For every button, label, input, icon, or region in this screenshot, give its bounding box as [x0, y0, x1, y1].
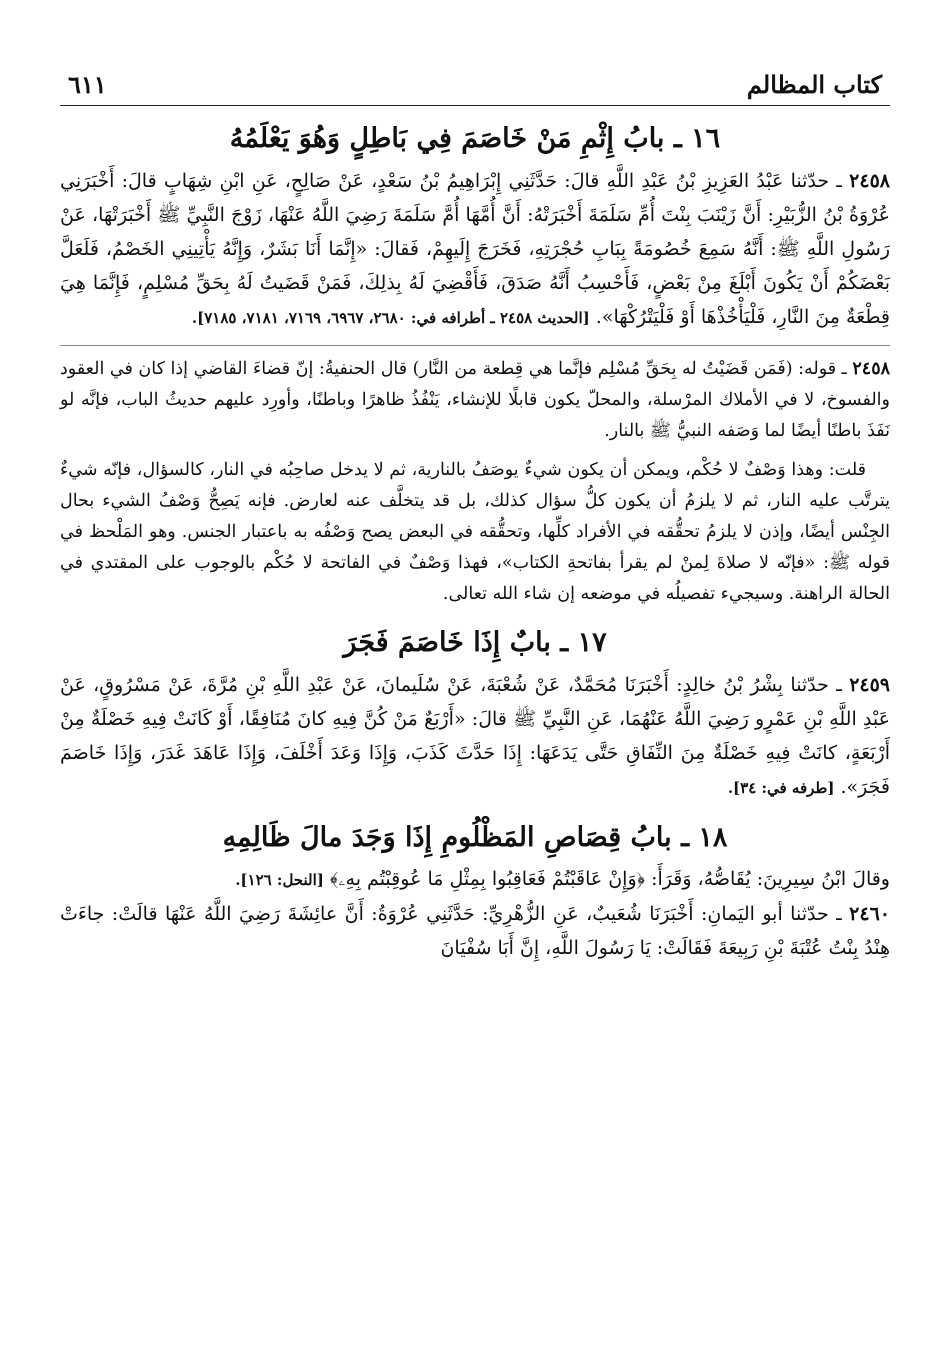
hadith-text: ـ حدّثنا بِشْرُ بْنُ خالِدٍ: أَخْبَرَنَا مُحَمَّدٌ، عَنْ شُعْبَةَ، عَنْ سُلَيمانَ، عَنْ عَبْدِ اللَّهِ بْنِ مُرَّةَ، عَنْ مَسْرُوقٍ، عَنْ عَبْدِ اللَّهِ بْنِ عَمْرٍو رَضِيَ اللَّهُ عَنْهُمَا، عَنِ النَّبِيِّ ﷺ قالَ: «أَرْبَعٌ مَنْ كُنَّ فِيهِ كانَ مُنَافِقًا، أَوْ كَانَتْ فِيهِ خَصْلَةٌ مِنْ أَرْبَعَةٍ، كانَتْ فِيهِ خَصْلَةٌ مِنَ النِّفَاقِ حَتَّى يَدَعَهَا: إِذَا حَدَّثَ كَذَبَ، وَإِذَا وَعَدَ أَخْلَفَ، وَإِذَا عَاهَدَ غَدَرَ، وَإِذَا خَاصَمَ فَجَرَ».	[60, 673, 890, 798]
chapter-heading-18: ١٨ ـ بابُ قِصَاصِ المَظْلُومِ إِذَا وَجَدَ مالَ ظَالِمِهِ	[222, 821, 728, 853]
hadith-text: ـ حدّثنا أبو اليَمانِ: أَخْبَرَنَا شُعَيبٌ، عَنِ الزُّهْرِيِّ: حَدَّثَنِي عُرْوَةُ: أَنَّ عائِشَةَ رَضِيَ اللَّهُ عَنْهَا قالَتْ: جاءَتْ هِنْدُ بِنْتُ عُتْبَةَ بْنِ رَبِيعَةَ فَقَالَتْ: يَا رَسُولَ اللَّهِ، إِنَّ أَبَا سُفْيَانَ	[60, 903, 890, 960]
commentary-text: ـ قوله: (فَمَن قَضَيْتُ له بِحَقِّ مُسْلِم فإنَّما هي قِطعة من النَّار) قال الحنفيةُ: إنّ قضاءَ القاضي إذا كان في العقود والفسوخ، لا في الأملاك المرْسلة، والمحلّ يكون قابلًا للإنشاء، يَنْفُذُ ظاهرًا وباطنًا، وأورِد عليهم حديثُ الباب، فإنَّه لو نَفَذَ باطنًا أيضًا لما وَصَفه النبيُّ ﷺ بالنار.	[60, 358, 890, 441]
chapter-18-intro	[60, 862, 890, 897]
chapter-heading-16: ١٦ ـ بابُ إِثْمِ مَنْ خَاصَمَ فِي بَاطِلٍ وَهُوَ يَعْلَمُهُ	[229, 123, 721, 154]
book-title: كتاب المظالم	[746, 70, 882, 99]
page	[60, 70, 890, 965]
commentary-2458-continued: قلت: وهذا وَصْفٌ لا حُكْم، ويمكن أن يكون شيءٌ يوصَفُ بالنارية، ثم لا يدخل صاحِبُه في النار، كالسؤال، فإنّه شيءٌ يترتَّب عليه النار، ثم لا يلزمُ أن يكون كلُّ سؤال كذلك، بل قد يتخلَّف عنه لعارض. فإنه يَصِحُّ وَصْفُ الشيء بحال الجِنْس أيضًا، وإذن لا يلزمُ تحقُّقه في الأفراد كلِّها، وتحقُّقه في البعض يصح وَصْفُه به باعتبار الجنس. وهو المَلْحظ في قوله ﷺ: «فإنّه لا صلاةَ لِمنْ لم يقرأ بفاتحةِ الكتاب»، فهذا وَصْفٌ في الفاتحة لا حُكْم بالوجوب على المقتدي في الحالة الراهنة. وسيجيء تفصيلُه في موضعه إن شاء الله تعالى.	[60, 459, 890, 604]
hadith-text: ـ حدّثنا عَبْدُ العَزِيزِ بْنُ عَبْدِ اللَّهِ قالَ: حَدَّثَنِي إِبْرَاهِيمُ بْنُ سَعْدٍ، عَنْ صَالِحٍ، عَنِ ابْنِ شِهَابٍ قالَ: أَخْبَرَنِي عُرْوَةُ بْنُ الزُّبَيْرِ: أَنَّ زَيْنَبَ بِنْتَ أُمِّ سَلَمَةَ أَخْبَرَتْهُ: أَنَّ أُمَّهَا أُمَّ سَلَمَةَ رَضِيَ اللَّهُ عَنْهَا، زَوْجَ النَّبِيِّ ﷺ أَخْبَرَتْهَا، عَنْ رَسُولِ اللَّهِ ﷺ: أَنَّهُ سَمِعَ خُصُومَةً بِبَابِ حُجْرَتِهِ، فَخَرَجَ إِلَيهِمْ، فَقالَ: «إِنَّمَا أَنَا بَشَرٌ، وَإِنَّهُ يَأْتِينِي الخَصْمُ، فَلَعَلَّ بَعْضَكُمْ أَنْ يَكُونَ أَبْلَغَ مِنْ بَعْضٍ، فَأَحْسِبُ أَنَّهُ صَدَقَ، فَأَقْضِيَ لَهُ بِذلِكَ، فَمَنْ قَضَيتُ لَهُ بِحَقِّ مُسْلِمٍ، فَإِنَّمَا هِيَ قِطْعَةٌ مِنَ النَّارِ، فَلْيَأْخُذْهَا أَوْ فَلْيَتْرُكْهَا».	[60, 169, 890, 328]
hadith-2460	[60, 897, 890, 965]
intro-text: وقالَ ابْنُ سِيرِينَ: يُقَاصُّهُ، وَقَرَأَ: ﴿وَإِنْ عَاقَبْتُمْ فَعَاقِبُوا بِمِثْلِ مَا عُوقِبْتُم بِهِۦ﴾	[329, 868, 890, 891]
quran-reference: [النحل: ١٢٦].	[235, 871, 324, 890]
hadith-number: ٢٤٥٨	[849, 169, 890, 192]
commentary-number: ٢٤٥٨	[852, 358, 890, 379]
hadith-references: [طرفه في: ٣٤].	[727, 778, 835, 797]
hadith-number: ٢٤٥٩	[849, 673, 891, 696]
hadith-2459	[60, 668, 890, 805]
page-header	[60, 70, 890, 106]
hadith-2458	[60, 164, 890, 335]
hadith-references: [الحديث ٢٤٥٨ ـ أطرافه في: ٢٦٨٠، ٦٩٦٧، ٧١٦٩، ٧١٨١، ٧١٨٥].	[191, 308, 590, 327]
page-number: ٦١١	[68, 70, 107, 99]
commentary-2458	[60, 345, 890, 447]
hadith-number: ٢٤٦٠	[849, 903, 890, 926]
chapter-heading-17: ١٧ ـ بابٌ إِذَا خَاصَمَ فَجَرَ	[343, 626, 607, 658]
